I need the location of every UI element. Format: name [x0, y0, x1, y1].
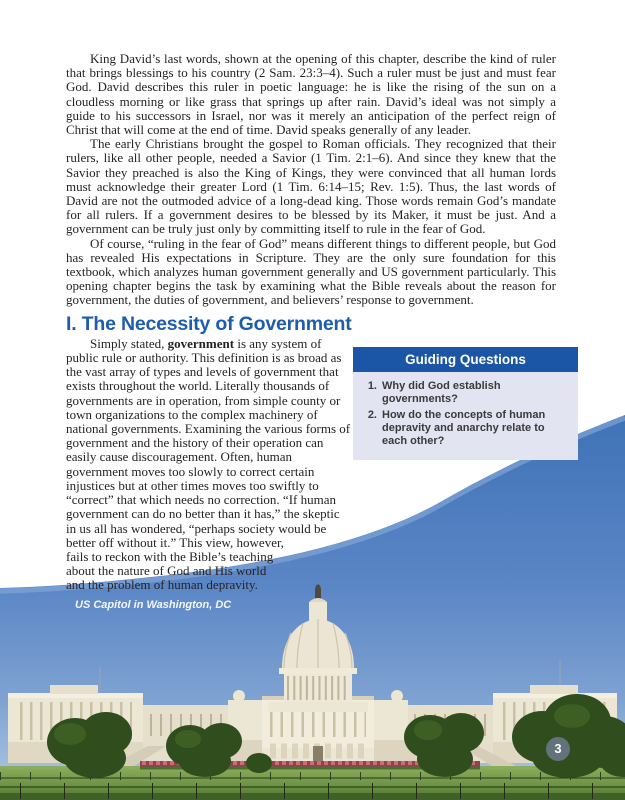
section-heading: I. The Necessity of Government — [66, 312, 352, 335]
photo-caption: US Capitol in Washington, DC — [75, 599, 232, 611]
article-text — [66, 52, 556, 593]
paragraph-2: The early Christians brought the gospel to Roman officials. They recognized that their rulers, like all other people, needed a Savior (1 Tim. 2:1–6). And since they knew that the Savior they preached is also the King of Kings, they were convinced that all human lords must acknowledge their greater Lord (1 Tim. 6:14–15; Rev. 1:5). Thus, the last words of David are not the outmoded advice of a long-dead king. Those words remain God’s mandate for all rulers. If a government desires to be blessed by its Maker, it must be just. And a government can be truly just only by committing itself to rule in the fear of God. — [66, 136, 556, 237]
section-lead: Simply stated, — [90, 335, 168, 351]
section-rest: is any system of public rule or authority. This definition is as broad as the vast array of types and levels of government that exists throughout the world. Literally thousands of governments are in operation, from simple county or town organizations to the complex machinery of national governments. Examining the various forms of government and the history of their operation can easily cause discouragement. Often, human government moves too slowly to correct certain injustices but at other times moves too swiftly to “correct” that which needs no correction. “If human government can do no better than it has,” the skeptic in us all has wondered, “perhaps society would be better off without it.” This view, however, fails to reckon with the Bible’s teaching about the nature of God and His world and the problem of human depravity. — [66, 335, 351, 593]
text-wrap-spacer — [464, 493, 556, 507]
text-wrap-spacer — [344, 521, 556, 536]
lawn-foreground — [0, 793, 625, 800]
guiding-question-item — [359, 409, 570, 448]
question-number: 1. — [367, 380, 377, 392]
question-text: Why did God establish governments? — [382, 380, 501, 405]
text-wrap-spacer — [404, 507, 556, 521]
question-number: 2. — [367, 409, 377, 421]
text-wrap-spacer — [288, 536, 556, 576]
page-number-badge: 3 — [546, 737, 570, 761]
key-term: government — [167, 335, 235, 351]
guiding-questions-header: Guiding Questions — [353, 347, 578, 372]
guiding-questions-body — [353, 372, 578, 460]
question-text: How do the concepts of human depravity and anarchy relate to each other? — [382, 409, 546, 447]
paragraph-1: King David’s last words, shown at the opening of this chapter, describe the kind of ruler that brings blessings to his country (2 Sam. 23:3–4). Such a ruler must be just and must fear God. David describes this ruler in poetic language: he is like the rising of the sun on a cloudless morning or like grass that springs up after rain. David’s ideal was not simply a guide to his successors in Israel, nor was it merely an anticipation of the perfect reign of Christ that will come at the end of time. David speaks generally of any leader. — [66, 51, 556, 138]
guiding-question-item — [359, 380, 570, 406]
paragraph-3: Of course, “ruling in the fear of God” means different things to different people, but God has revealed His expectations in Scripture. They are the only sure foundation for this textbook, which analyzes human government generally and US government particularly. This opening chapter begins the task by examining what the Bible reveals about the reason for government, the duties of government, and believers’ response to government. — [66, 235, 556, 308]
guiding-questions-box — [353, 347, 578, 460]
text-wrap-spacer — [511, 479, 556, 493]
